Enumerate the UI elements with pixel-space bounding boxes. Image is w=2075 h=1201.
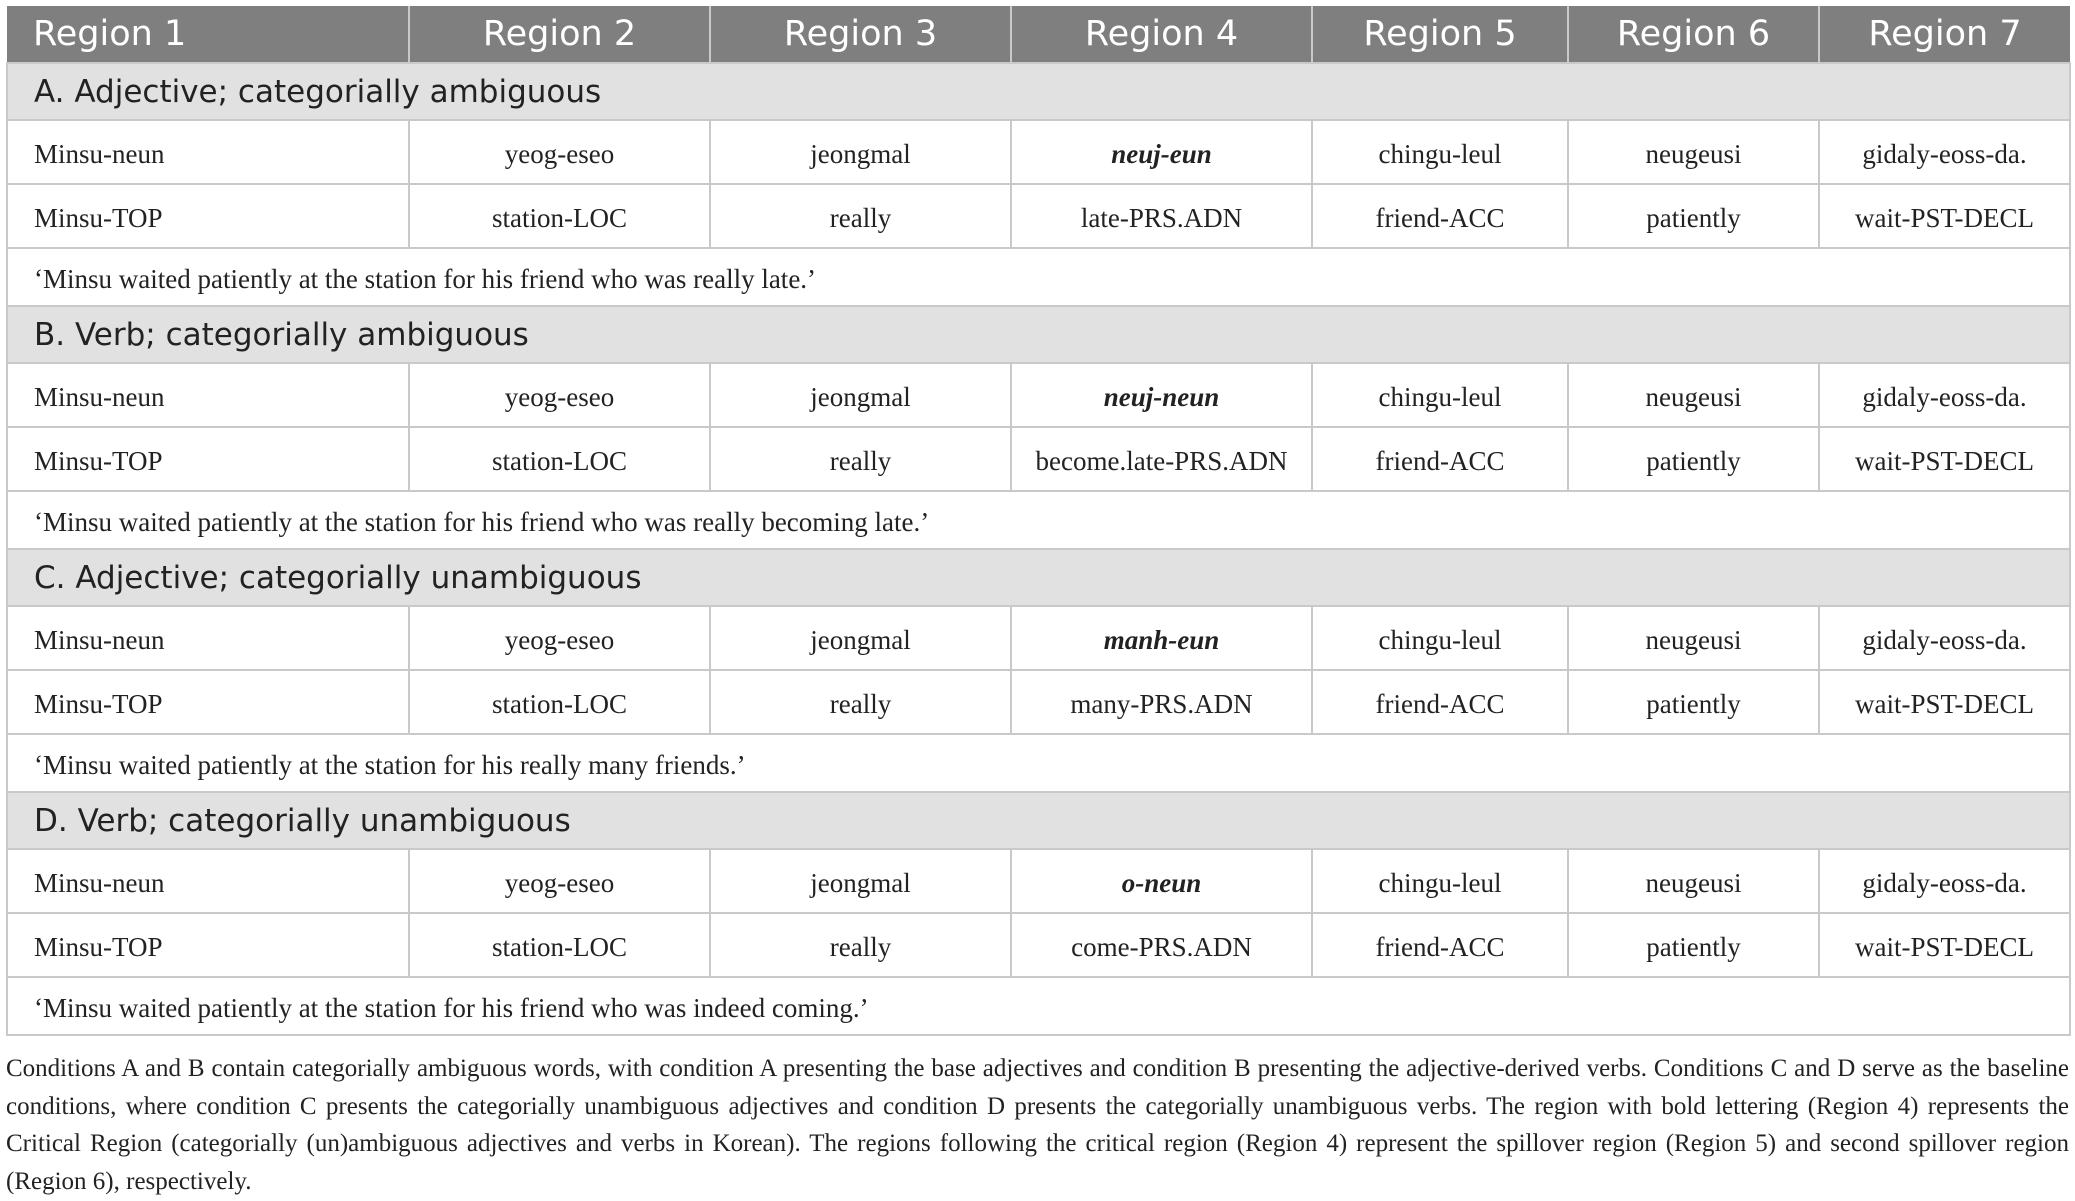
translation-text: ‘Minsu waited patiently at the station for his friend who was really late.’	[7, 248, 2070, 306]
table-cell: gidaly-eoss-da.	[1819, 849, 2070, 913]
critical-region-cell: o-neun	[1011, 849, 1312, 913]
table-cell: neugeusi	[1568, 849, 1819, 913]
gloss-row	[7, 184, 2070, 248]
table-cell: Minsu-neun	[7, 363, 409, 427]
translation-text: ‘Minsu waited patiently at the station for his friend who was really becoming late.’	[7, 491, 2070, 549]
translation-row	[7, 734, 2070, 792]
section-title: A. Adjective; categorially ambiguous	[7, 63, 2070, 120]
table-cell: chingu-leul	[1312, 363, 1568, 427]
critical-region-cell: neuj-neun	[1011, 363, 1312, 427]
translation-row	[7, 491, 2070, 549]
gloss-row	[7, 670, 2070, 734]
translation-row	[7, 977, 2070, 1035]
table-cell: come-PRS.ADN	[1011, 913, 1312, 977]
translation-row	[7, 248, 2070, 306]
table-cell: really	[710, 427, 1011, 491]
section-header-row	[7, 549, 2070, 606]
section-header-row	[7, 306, 2070, 363]
table-cell: gidaly-eoss-da.	[1819, 606, 2070, 670]
table-cell: many-PRS.ADN	[1011, 670, 1312, 734]
table-cell: yeog-eseo	[409, 120, 710, 184]
header-region-5: Region 5	[1312, 6, 1568, 63]
table-cell: Minsu-neun	[7, 606, 409, 670]
table-cell: friend-ACC	[1312, 913, 1568, 977]
table-cell: station-LOC	[409, 913, 710, 977]
korean-row	[7, 606, 2070, 670]
table-cell: wait-PST-DECL	[1819, 670, 2070, 734]
table-cell: jeongmal	[710, 606, 1011, 670]
section-header-row	[7, 63, 2070, 120]
table-cell: really	[710, 184, 1011, 248]
table-cell: patiently	[1568, 427, 1819, 491]
table-cell: gidaly-eoss-da.	[1819, 120, 2070, 184]
table-cell: jeongmal	[710, 849, 1011, 913]
table-cell: wait-PST-DECL	[1819, 184, 2070, 248]
korean-row	[7, 849, 2070, 913]
header-row	[7, 6, 2070, 63]
table-cell: chingu-leul	[1312, 606, 1568, 670]
section-title: B. Verb; categorially ambiguous	[7, 306, 2070, 363]
gloss-row	[7, 427, 2070, 491]
table-footnote: Conditions A and B contain categorially ambiguous words, with condition A presenting the base adjectives and condition B presenting the adjective-derived verbs. Conditions C and D serve as the baseline conditions, where condition C presents the categorially unambiguous adjectives and condition D presents the categorially unambiguous verbs. The region with bold lettering (Region 4) represents the Critical Region (categorially (un)ambiguous adjectives and verbs in Korean). The regions following the critical region (Region 4) represent the spillover region (Region 5) and second spillover region (Region 6), respectively.	[6, 1055, 2069, 1195]
translation-text: ‘Minsu waited patiently at the station for his really many friends.’	[7, 734, 2070, 792]
gloss-row	[7, 913, 2070, 977]
header-region-3: Region 3	[710, 6, 1011, 63]
table-cell: Minsu-TOP	[7, 427, 409, 491]
table-cell: Minsu-TOP	[7, 913, 409, 977]
section-title: C. Adjective; categorially unambiguous	[7, 549, 2070, 606]
table-cell: patiently	[1568, 913, 1819, 977]
translation-text: ‘Minsu waited patiently at the station for his friend who was indeed coming.’	[7, 977, 2070, 1035]
table-cell: really	[710, 913, 1011, 977]
table-cell: late-PRS.ADN	[1011, 184, 1312, 248]
table-cell: Minsu-neun	[7, 120, 409, 184]
header-region-2: Region 2	[409, 6, 710, 63]
header-region-6: Region 6	[1568, 6, 1819, 63]
header-region-4: Region 4	[1011, 6, 1312, 63]
table-body	[7, 63, 2070, 1035]
section-title: D. Verb; categorially unambiguous	[7, 792, 2070, 849]
header-region-7: Region 7	[1819, 6, 2070, 63]
table-cell: gidaly-eoss-da.	[1819, 363, 2070, 427]
table-cell: neugeusi	[1568, 120, 1819, 184]
table-cell: wait-PST-DECL	[1819, 427, 2070, 491]
critical-region-cell: neuj-eun	[1011, 120, 1312, 184]
korean-row	[7, 120, 2070, 184]
table-cell: chingu-leul	[1312, 120, 1568, 184]
section-header-row	[7, 792, 2070, 849]
table-cell: friend-ACC	[1312, 427, 1568, 491]
table-cell: Minsu-neun	[7, 849, 409, 913]
table-cell: station-LOC	[409, 184, 710, 248]
table-cell: yeog-eseo	[409, 606, 710, 670]
table-cell: patiently	[1568, 670, 1819, 734]
table-cell: patiently	[1568, 184, 1819, 248]
table-container	[6, 6, 2069, 1036]
table-cell: friend-ACC	[1312, 184, 1568, 248]
table-cell: station-LOC	[409, 670, 710, 734]
table-cell: yeog-eseo	[409, 363, 710, 427]
table-cell: become.late-PRS.ADN	[1011, 427, 1312, 491]
korean-row	[7, 363, 2070, 427]
table-cell: yeog-eseo	[409, 849, 710, 913]
table-cell: wait-PST-DECL	[1819, 913, 2070, 977]
table-cell: really	[710, 670, 1011, 734]
table-cell: neugeusi	[1568, 363, 1819, 427]
table-cell: Minsu-TOP	[7, 184, 409, 248]
table-cell: jeongmal	[710, 363, 1011, 427]
stimuli-table	[6, 6, 2071, 1036]
table-cell: friend-ACC	[1312, 670, 1568, 734]
critical-region-cell: manh-eun	[1011, 606, 1312, 670]
table-cell: neugeusi	[1568, 606, 1819, 670]
table-cell: station-LOC	[409, 427, 710, 491]
table-cell: jeongmal	[710, 120, 1011, 184]
table-cell: Minsu-TOP	[7, 670, 409, 734]
header-region-1: Region 1	[7, 6, 409, 63]
table-cell: chingu-leul	[1312, 849, 1568, 913]
